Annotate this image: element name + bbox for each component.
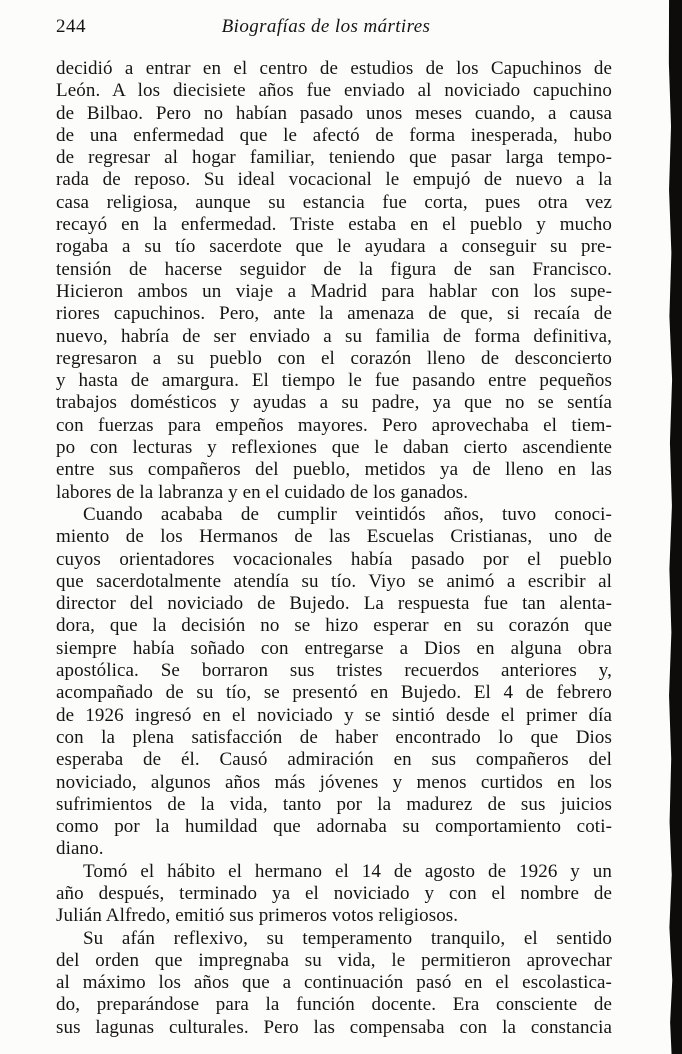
- body-text: [56, 58, 612, 1039]
- text-line: rada de reposo. Su ideal vocacional le empujó de nuevo a la: [56, 169, 612, 191]
- text-line: año después, terminado ya el noviciado y con el nombre de: [56, 882, 612, 904]
- text-line: como por la humildad que adornaba su comportamiento coti-: [56, 816, 612, 838]
- text-line: Cuando acababa de cumplir veintidós años, tuvo conoci-: [83, 503, 612, 525]
- text-line: decidió a entrar en el centro de estudios de los Capuchinos de: [56, 58, 612, 79]
- paragraph: [56, 928, 612, 1039]
- text-line: noviciado, algunos años más jóvenes y menos curtidos en los: [56, 771, 612, 793]
- text-line: regresaron a su pueblo con el corazón lleno de desconcierto: [56, 347, 612, 369]
- text-line: acompañado de su tío, se presentó en Bujedo. El 4 de febrero: [56, 682, 612, 704]
- text-line: nuevo, habría de ser enviado a su familia de forma definitiva,: [56, 325, 612, 347]
- text-line: labores de la labranza y en el cuidado de los ganados.: [56, 481, 469, 503]
- text-line: siempre había soñado con entregarse a Dios en alguna obra: [56, 637, 612, 659]
- text-line: Tomó el hábito el hermano el 14 de agosto de 1926 y un: [83, 860, 612, 882]
- text-line: que sacerdotalmente atendía su tío. Viyo se animó a escribir al: [56, 570, 612, 592]
- text-line: po con lecturas y reflexiones que le daban cierto ascendiente: [56, 437, 612, 459]
- text-line: dora, que la decisión no se hizo esperar en su corazón que: [56, 615, 612, 637]
- text-line: León. A los diecisiete años fue enviado al noviciado capuchino: [56, 80, 612, 102]
- running-title: Biografías de los mártires: [221, 16, 431, 37]
- text-line: y hasta de amargura. El tiempo le fue pasando entre pequeños: [56, 370, 612, 392]
- text-line: esperaba de él. Causó admiración en sus compañeros del: [56, 749, 612, 771]
- text-line: recayó en la enfermedad. Triste estaba en el pueblo y mucho: [56, 214, 612, 236]
- page-header: [0, 16, 682, 42]
- text-line: con fuerzas para empeños mayores. Pero aprovechaba el tiem-: [56, 414, 612, 436]
- text-line: trabajos domésticos y ayudas a su padre, ya que no se sentía: [56, 392, 612, 414]
- text-line: tensión de hacerse seguidor de la figura de san Francisco.: [56, 258, 612, 280]
- text-line: al máximo los años que a continuación pasó en el escolastica-: [56, 972, 612, 994]
- text-line: sufrimientos de la vida, tanto por la madurez de sus juicios: [56, 793, 612, 815]
- paragraph: [56, 504, 612, 861]
- text-line: diano.: [56, 838, 104, 860]
- text-line: del orden que impregnaba su vida, le permitieron aprovechar: [56, 949, 612, 971]
- page-number: 244: [56, 16, 86, 37]
- text-line: con la plena satisfacción de haber encontrado lo que Dios: [56, 726, 612, 748]
- text-line: de 1926 ingresó en el noviciado y se sintió desde el primer día: [56, 704, 612, 726]
- text-line: sus lagunas culturales. Pero las compensaba con la constancia: [56, 1016, 612, 1038]
- scan-edge-artifact: [664, 0, 682, 1054]
- text-line: apostólica. Se borraron sus tristes recuerdos anteriores y,: [56, 660, 612, 682]
- text-line: do, preparándose para la función docente. Era consciente de: [56, 994, 612, 1016]
- paragraph: [56, 58, 612, 504]
- paragraph: [56, 861, 612, 928]
- text-line: miento de los Hermanos de las Escuelas Cristianas, uno de: [56, 526, 612, 548]
- text-line: rogaba a su tío sacerdote que le ayudara a conseguir su pre-: [56, 236, 612, 258]
- text-line: cuyos orientadores vocacionales había pasado por el pueblo: [56, 548, 612, 570]
- text-line: riores capuchinos. Pero, ante la amenaza de que, si recaía de: [56, 303, 612, 325]
- text-line: de regresar al hogar familiar, teniendo que pasar larga tempo-: [56, 147, 612, 169]
- text-line: Julián Alfredo, emitió sus primeros votos religiosos.: [56, 905, 459, 927]
- text-line: casa religiosa, aunque su estancia fue corta, pues otra vez: [56, 191, 612, 213]
- text-line: Su afán reflexivo, su temperamento tranquilo, el sentido: [83, 927, 612, 949]
- text-line: Hicieron ambos un viaje a Madrid para hablar con los supe-: [56, 280, 612, 302]
- text-line: entre sus compañeros del pueblo, metidos ya de lleno en las: [56, 459, 612, 481]
- text-line: de una enfermedad que le afectó de forma inesperada, hubo: [56, 124, 612, 146]
- text-line: director del noviciado de Bujedo. La respuesta fue tan alenta-: [56, 593, 612, 615]
- text-line: de Bilbao. Pero no habían pasado unos meses cuando, a causa: [56, 102, 612, 124]
